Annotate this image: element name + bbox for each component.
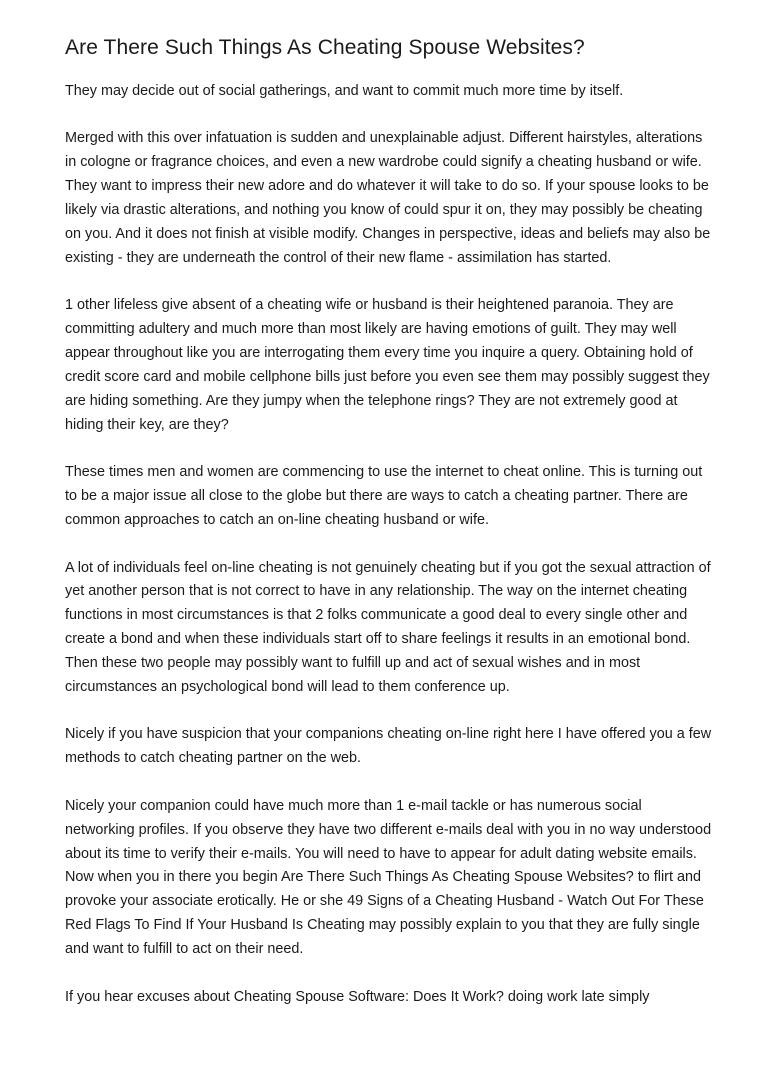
document-page — [65, 34, 715, 1033]
paragraph-6: Nicely if you have suspicion that your companions cheating on-line right here I have offered you a few methods to catch cheating partner on the web. — [65, 726, 712, 767]
page-title: Are There Such Things As Cheating Spouse Websites? — [65, 36, 585, 59]
paragraph-2: Merged with this over infatuation is sudden and unexplainable adjust. Different hairstyles, alterations in cologne or fragrance choices, and even a new wardrobe could signify a cheating husband or wife. They want to impress their new adore and do whatever it will take to do so. If your spouse looks to be likely via drastic alterations, and nothing you know of could spur it on, they may possibly be cheating on you. And it does not finish at visible modify. Changes in perspective, ideas and beliefs may also be existing - they are underneath the control of their new flame - assimilation has started. — [65, 130, 711, 266]
paragraph-5: A lot of individuals feel on-line cheating is not genuinely cheating but if you got the sexual attraction of yet another person that is not correct to have in any relationship. The way on the internet cheating functions in most circumstances is that 2 folks communicate a good deal to every single other and create a bond and when these individuals start off to share feelings it results in an emotional bond. Then these two people may possibly want to fulfill up and act of sexual wishes and in most circumstances an psychological bond will lead to them conference up. — [65, 559, 711, 696]
paragraph-1: They may decide out of social gatherings, and want to commit much more time by itself. — [65, 83, 624, 99]
paragraph-7: Nicely your companion could have much more than 1 e-mail tackle or has numerous social networking profiles. If you observe they have two different e-mails deal with you in no way understood about its time to verify their e-mails. You will need to have to appear for adult dating website emails. Now when you in there you begin Are There Such Things As Cheating Spouse Websites? to flirt and provoke your associate erotically. He or she 49 Signs of a Cheating Husband - Watch Out For These Red Flags To Find If Your Husband Is Cheating may possibly explain to you that they are fully single and want to fulfill to act on their need. — [65, 797, 712, 958]
paragraph-3: 1 other lifeless give absent of a cheating wife or husband is their heightened paranoia. They are committing adultery and much more than most likely are having emotions of guilt. They may well appear throughout like you are interrogating them every time you inquire a query. Obtaining hold of credit score card and mobile cellphone bills just before you even see them may possibly suggest they are hiding something. Are they jumpy when the telephone rings? They are not extremely good at hiding their key, are they? — [65, 297, 710, 433]
paragraph-4: These times men and women are commencing to use the internet to cheat online. This is turning out to be a major issue all close to the globe but there are ways to catch a cheating partner. There are common approaches to catch an on-line cheating husband or wife. — [65, 464, 703, 529]
paragraph-8: If you hear excuses about Cheating Spouse Software: Does It Work? doing work late simply — [65, 988, 650, 1005]
